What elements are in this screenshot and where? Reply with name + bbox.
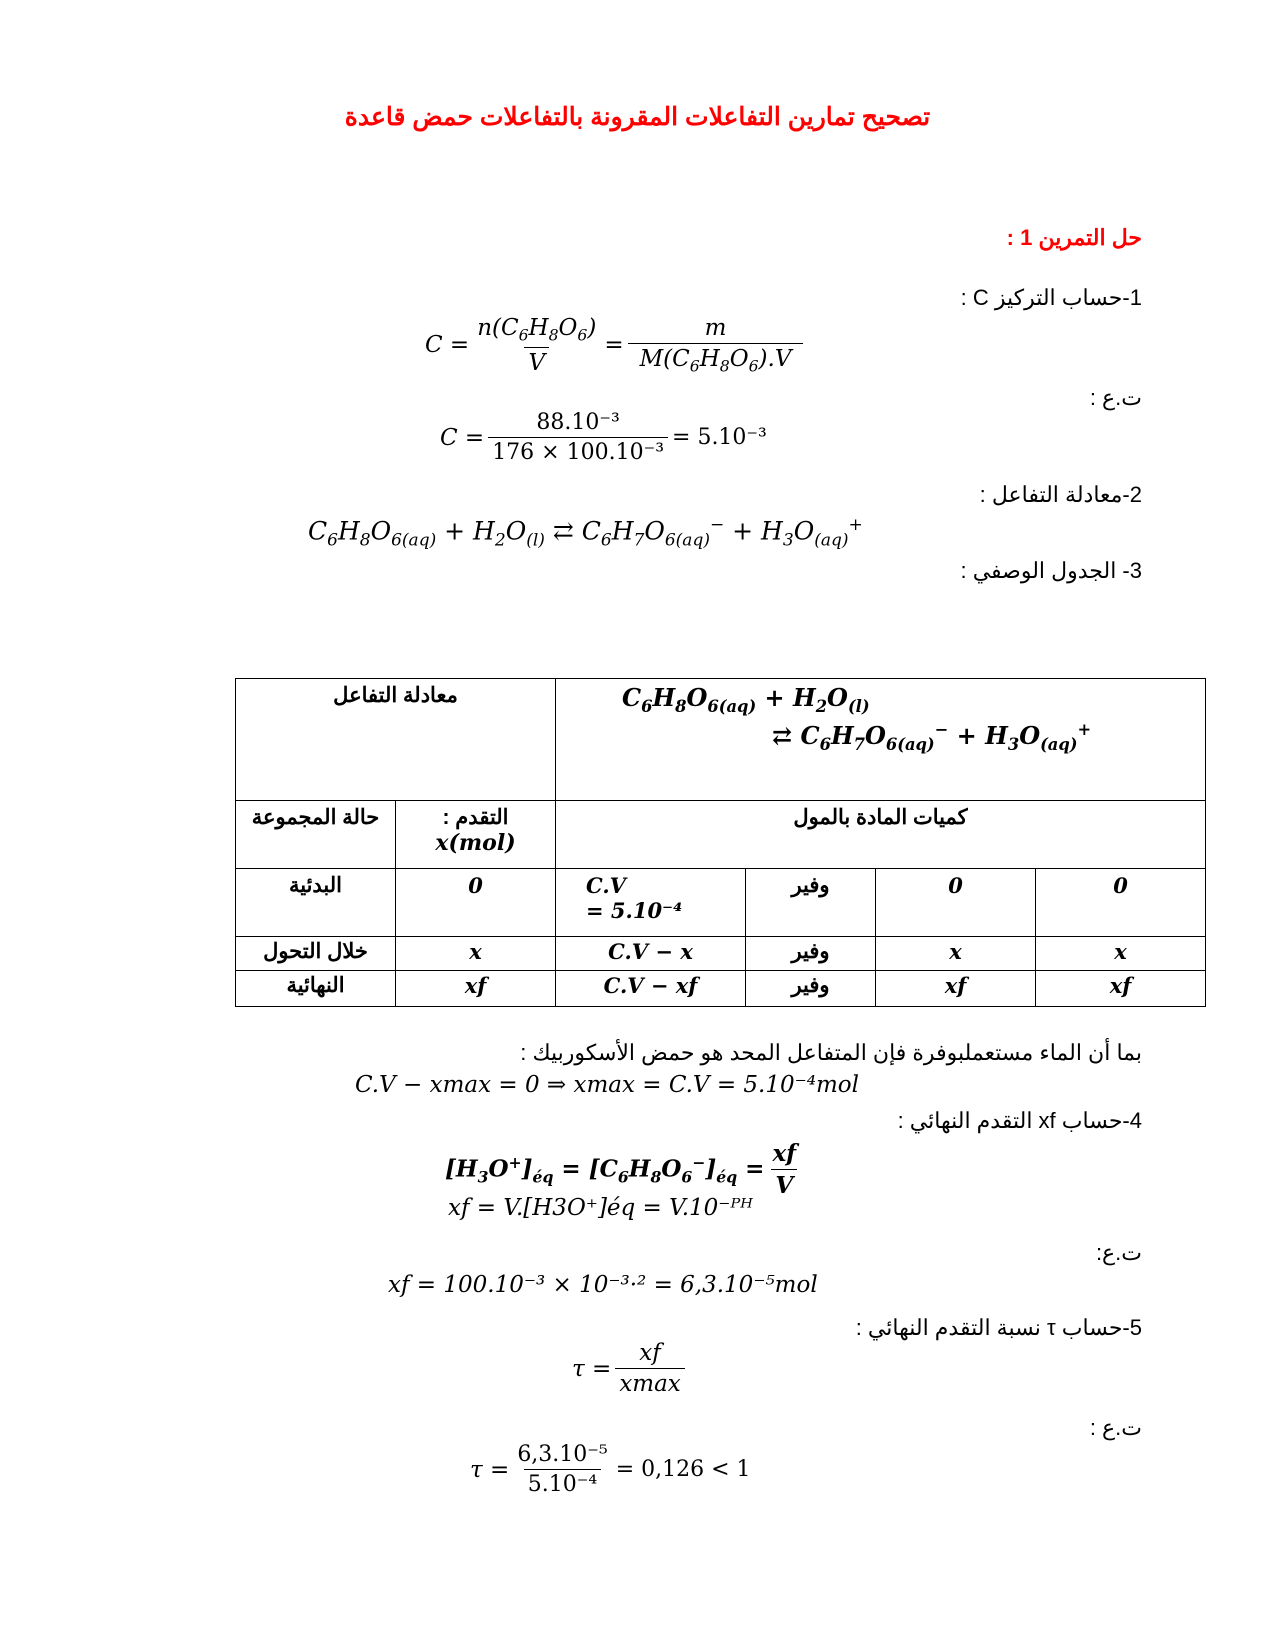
- table-advance-header: [396, 801, 556, 869]
- tau-lhs: τ =: [572, 1355, 612, 1382]
- acid-initial: C.V: [586, 873, 626, 898]
- c2-denominator: 176 × 100.10⁻³: [488, 437, 668, 465]
- tau-numeric: τ = $\frac{\text{6,3.10⁻⁵}}{\text{5.10⁻⁴}}$ = 0,126 < 1: [470, 1442, 751, 1497]
- tau2-denominator: 5.10⁻⁴: [524, 1469, 601, 1497]
- numeric-application-label-1: ت.ع :: [1089, 385, 1142, 410]
- exercise-title: حل التمرين 1 :: [1006, 225, 1142, 250]
- tau-denominator: xmax: [615, 1368, 684, 1397]
- descriptive-table: [235, 678, 1206, 1007]
- table-cell-water: وفير: [746, 937, 876, 971]
- xmax-formula: C.V − xmax = 0 ⇒ xmax = C.V = 5.10⁻⁴mol: [355, 1072, 860, 1098]
- c2-result: = 5.10⁻³: [672, 425, 767, 450]
- table-equation-label: معادلة التفاعل: [236, 679, 556, 801]
- table-advance-unit: x(mol): [435, 830, 516, 856]
- table-cell-water: وفير: [746, 971, 876, 1007]
- table-cell-h3o: x: [1036, 937, 1206, 971]
- table-cell-water: وفير: [746, 869, 876, 937]
- table-cell-base: 0: [876, 869, 1036, 937]
- concentration-formula: C = $\frac{n(C_6H_8O_6)}{V}$ = $\frac{m}{M(C_6H_8O_6).V}$: [425, 315, 807, 376]
- page-title: تصحيح تمارين التفاعلات المقرونة بالتفاعلات حمض قاعدة: [344, 103, 931, 131]
- table-cell-state: خلال التحول: [236, 937, 396, 971]
- table-cell-x: 0: [396, 869, 556, 937]
- table-row: [236, 937, 1206, 971]
- table-cell-state: البدئية: [236, 869, 396, 937]
- table-row: [236, 971, 1206, 1007]
- table-cell-acid: C.V − xf: [556, 971, 746, 1007]
- step-2-label: 2-معادلة التفاعل :: [979, 482, 1142, 507]
- xf-over-v-numerator: xf: [772, 1140, 797, 1167]
- table-cell-acid: C.V − x: [556, 937, 746, 971]
- table-advance-label: التقدم :: [442, 806, 509, 829]
- table-cell-base: x: [876, 937, 1036, 971]
- step-5-label: 5-حساب τ نسبة التقدم النهائي :: [855, 1315, 1142, 1340]
- table-cell-base: xf: [876, 971, 1036, 1007]
- reaction-equation: $C_6H_8O_{6(aq)} + H_2O_{(l)}$ ⇄ $C_6H_7O_{6(aq)}^- + H_3O_{(aq)}^+$: [308, 515, 863, 551]
- table-equation: $C_6H_8O_{6(aq)} + H_2O_{(l)}$ ⇄ $C_6H_7O_{6(aq)}^- + H_3O_{(aq)}^+$: [556, 679, 1206, 801]
- table-cell-x: xf: [396, 971, 556, 1007]
- concentration-numeric: C = $\frac{\text{88.10⁻³}}{\text{176 × 100.10⁻³}}$ = 5.10⁻³: [440, 410, 767, 465]
- table-cell-acid: [556, 869, 746, 937]
- table-state-label: حالة المجموعة: [236, 801, 396, 869]
- xf-over-v-denominator: V: [771, 1169, 797, 1199]
- xf-formula-1: $[H_3O^+]_{éq} = [C_6H_8O_6^-]_{éq}$ = $\frac{xf}{V}$: [445, 1140, 804, 1199]
- table-cell-h3o: xf: [1036, 971, 1206, 1007]
- table-quantities-label: كميات المادة بالمول: [556, 801, 1206, 869]
- acid-initial-value: = 5.10⁻⁴: [586, 898, 683, 923]
- table-row: [236, 869, 1206, 937]
- step-1-label: 1-حساب التركيز C :: [960, 285, 1142, 310]
- table-cell-state: النهائية: [236, 971, 396, 1007]
- step-4-label: 4-حساب xf التقدم النهائي :: [897, 1108, 1142, 1133]
- c2-numerator: 88.10⁻³: [536, 410, 620, 435]
- tau2-result: = 0,126 < 1: [615, 1457, 751, 1482]
- table-cell-h3o: 0: [1036, 869, 1206, 937]
- numeric-application-label-3: ت.ع :: [1089, 1415, 1142, 1440]
- tau-formula: [572, 1340, 689, 1397]
- table-cell-x: x: [396, 937, 556, 971]
- xf-numeric: xf = 100.10⁻³ × 10⁻³·² = 6,3.10⁻⁵mol: [388, 1272, 818, 1298]
- tau-numerator: xf: [639, 1340, 661, 1366]
- limiting-reactant-note: بما أن الماء مستعملبوفرة فإن المتفاعل المحد هو حمض الأسكوربيك :: [520, 1040, 1142, 1065]
- tau2-numerator: 6,3.10⁻⁵: [517, 1442, 608, 1467]
- numeric-application-label-2: ت.ع:: [1095, 1240, 1142, 1265]
- xf-formula-2: xf = V.[H3O⁺]éq = V.10⁻ᴾᴴ: [448, 1195, 753, 1221]
- step-3-label: 3- الجدول الوصفي :: [960, 558, 1142, 583]
